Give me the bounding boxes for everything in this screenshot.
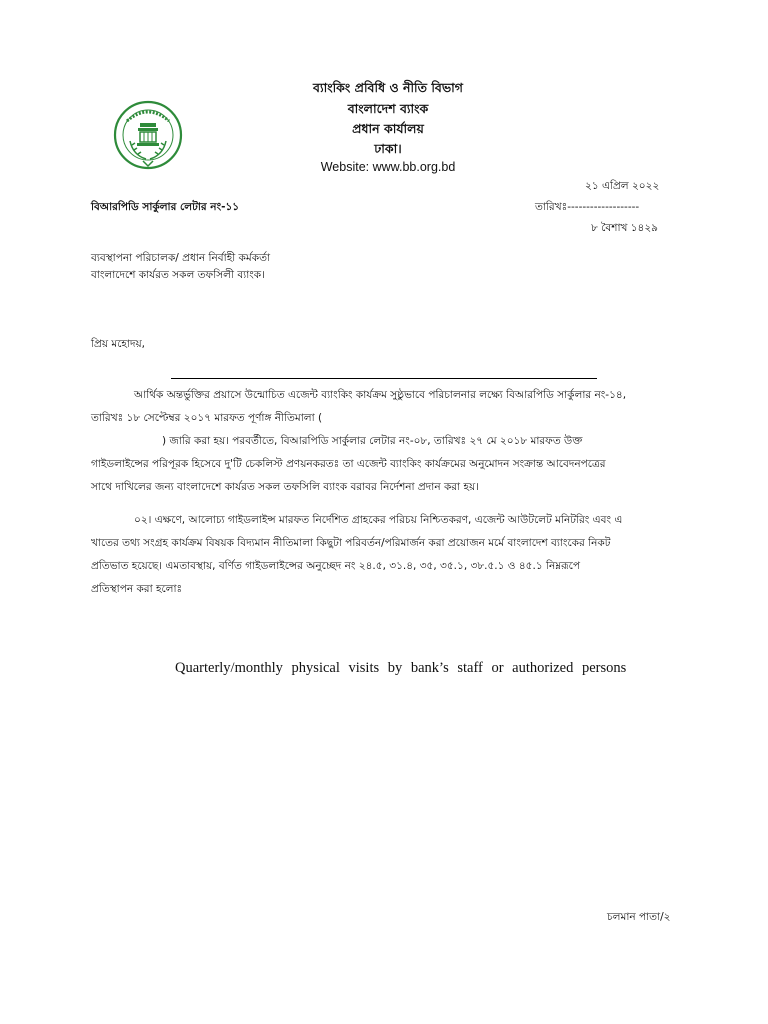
subject-underline xyxy=(171,378,597,379)
website-line: Website: www.bb.org.bd xyxy=(320,160,456,174)
bangladesh-bank-logo xyxy=(113,97,183,175)
para1-line5: সাথে দাখিলের জন্য বাংলাদেশে কার্যরত সকল তফসিলি ব্যাংক বরাবর নির্দেশনা প্রদান করা হয়। xyxy=(91,481,479,493)
bank-name: বাংলাদেশ ব্যাংক xyxy=(347,101,429,116)
date-bangla: ৮ বৈশাখ ১৪২৯ xyxy=(591,222,658,234)
city-name: ঢাকা। xyxy=(374,141,402,156)
continued-page-note: চলমান পাতা/২ xyxy=(607,911,671,923)
para1-line3: ) জারি করা হয়। পরবর্তীতে, বিআরপিডি সার্কুলার লেটার নং-০৮, তারিখঃ ২৭ মে ২০১৮ মারফত উক্ত xyxy=(162,435,583,447)
para2-line2: খাতের তথ্য সংগ্রহ কার্যক্রম বিষয়ক বিদ্যমান নীতিমালা কিছুটা পরিবর্তন/পরিমার্জন করা প্রয়োজন মর্মে বাংলাদেশ ব্যাংকের নিকট xyxy=(91,537,611,549)
para2-line3: প্রতিভাত হয়েছে। এমতাবস্থায়, বর্ণিত গাইডলাইন্সের অনুচ্ছেদ নং ২৪.৫, ৩১.৪, ৩৫, ৩৫.১, ৩৮.৫.১ ও ৪৫.১ নিম্নরূপে xyxy=(91,560,581,572)
department-name: ব্যাংকিং প্রবিধি ও নীতি বিভাগ xyxy=(313,80,463,95)
date-gregorian: ২১ এপ্রিল ২০২২ xyxy=(585,180,660,192)
para2-line1: ০২। এক্ষণে, আলোচ্য গাইডলাইন্স মারফত নির্দেশিত গ্রাহকের পরিচয় নিশ্চিতকরণ, এজেন্ট আউটলেট মনিটরিং এবং এ xyxy=(134,514,623,526)
recipient-line-2: বাংলাদেশে কার্যরত সকল তফসিলী ব্যাংক। xyxy=(91,269,265,281)
para1-line4: গাইডলাইন্সের পরিপূরক হিসেবে দু'টি চেকলিস্ট প্রণয়নকরতঃ তা এজেন্ট ব্যাংকিং কার্যক্রমের অনুমোদন সংক্রান্ত আবেদনপত্রের xyxy=(91,458,606,470)
para2-line4: প্রতিস্থাপন করা হলোঃ xyxy=(91,583,183,595)
english-statement: Quarterly/monthly physical visits by bank’s staff or authorized persons xyxy=(175,660,627,676)
para1-line2: তারিখঃ ১৮ সেপ্টেম্বর ২০১৭ মারফত পূর্ণাঙ্গ নীতিমালা ( xyxy=(91,412,323,424)
salutation: প্রিয় মহোদয়, xyxy=(91,338,146,350)
recipient-line-1: ব্যবস্থাপনা পরিচালক/ প্রধান নির্বাহী কর্মকর্তা xyxy=(91,252,271,264)
date-label: তারিখঃ------------------- xyxy=(535,201,640,213)
circular-number: বিআরপিডি সার্কুলার লেটার নং-১১ xyxy=(91,201,240,213)
para1-line1: আর্থিক অন্তর্ভুক্তির প্রয়াসে উন্মোচিত এজেন্ট ব্যাংকিং কার্যক্রম সুষ্ঠুভাবে পরিচালনার লক্ষ্যে বিআরপিডি সার্কুলার নং-১৪, xyxy=(134,389,627,401)
office-name: প্রধান কার্যালয় xyxy=(352,121,424,136)
